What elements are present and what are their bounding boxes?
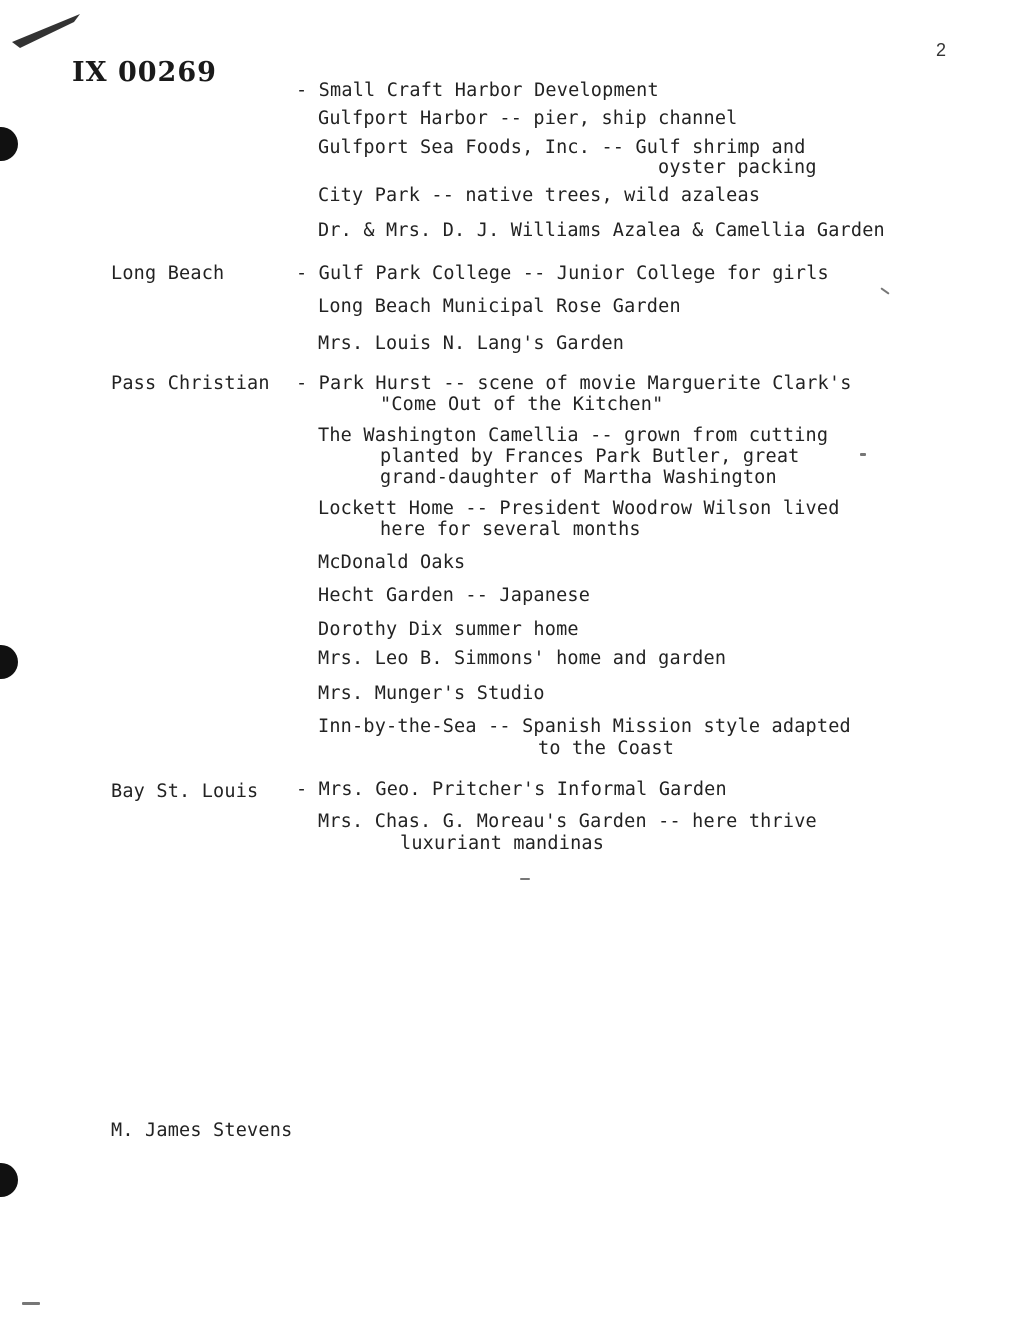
- entry-line-continued: grand-daughter of Martha Washington: [380, 467, 777, 488]
- ink-speck: [520, 878, 530, 880]
- location-label: Long Beach: [111, 263, 225, 284]
- ink-speck: [880, 287, 889, 294]
- document-stamp: IX 00269: [72, 57, 217, 88]
- entry-line: - Park Hurst -- scene of movie Marguerite Clark's: [296, 373, 852, 394]
- entry-line: Mrs. Munger's Studio: [318, 683, 545, 704]
- author-signature: M. James Stevens: [111, 1120, 293, 1141]
- punch-hole-top: [0, 127, 18, 161]
- page-number: 2: [936, 40, 947, 60]
- entry-line: Mrs. Leo B. Simmons' home and garden: [318, 648, 727, 669]
- entry-line-continued: "Come Out of the Kitchen": [380, 394, 664, 415]
- punch-hole-bottom: [0, 1163, 18, 1197]
- entry-line-continued: oyster packing: [658, 157, 817, 178]
- entry-line: City Park -- native trees, wild azaleas: [318, 185, 761, 206]
- entry-line: McDonald Oaks: [318, 552, 466, 573]
- entry-line: Mrs. Louis N. Lang's Garden: [318, 333, 625, 354]
- entry-line: Gulfport Harbor -- pier, ship channel: [318, 108, 738, 129]
- location-label: Bay St. Louis: [111, 781, 259, 802]
- entry-line: Hecht Garden -- Japanese: [318, 585, 591, 606]
- entry-line: - Small Craft Harbor Development: [296, 80, 659, 101]
- entry-line-continued: planted by Frances Park Butler, great: [380, 446, 800, 467]
- entry-line: Mrs. Chas. G. Moreau's Garden -- here thrive: [318, 811, 817, 832]
- scan-corner-mark: [0, 0, 90, 60]
- entry-line: Gulfport Sea Foods, Inc. -- Gulf shrimp and: [318, 137, 806, 158]
- entry-line-continued: here for several months: [380, 519, 641, 540]
- punch-hole-middle: [0, 645, 18, 679]
- location-label: Pass Christian: [111, 373, 270, 394]
- entry-line: Long Beach Municipal Rose Garden: [318, 296, 681, 317]
- entry-line-continued: to the Coast: [538, 738, 675, 759]
- entry-line: - Mrs. Geo. Pritcher's Informal Garden: [296, 779, 727, 800]
- entry-line: Dorothy Dix summer home: [318, 619, 579, 640]
- ink-speck: [22, 1302, 40, 1305]
- entry-line: The Washington Camellia -- grown from cutting: [318, 425, 829, 446]
- entry-line: Dr. & Mrs. D. J. Williams Azalea & Camellia Garden: [318, 220, 885, 241]
- ink-speck: [860, 453, 866, 456]
- entry-line: Inn-by-the-Sea -- Spanish Mission style adapted: [318, 716, 851, 737]
- entry-line: Lockett Home -- President Woodrow Wilson lived: [318, 498, 840, 519]
- entry-line: - Gulf Park College -- Junior College for girls: [296, 263, 829, 284]
- entry-line-continued: luxuriant mandinas: [400, 833, 605, 854]
